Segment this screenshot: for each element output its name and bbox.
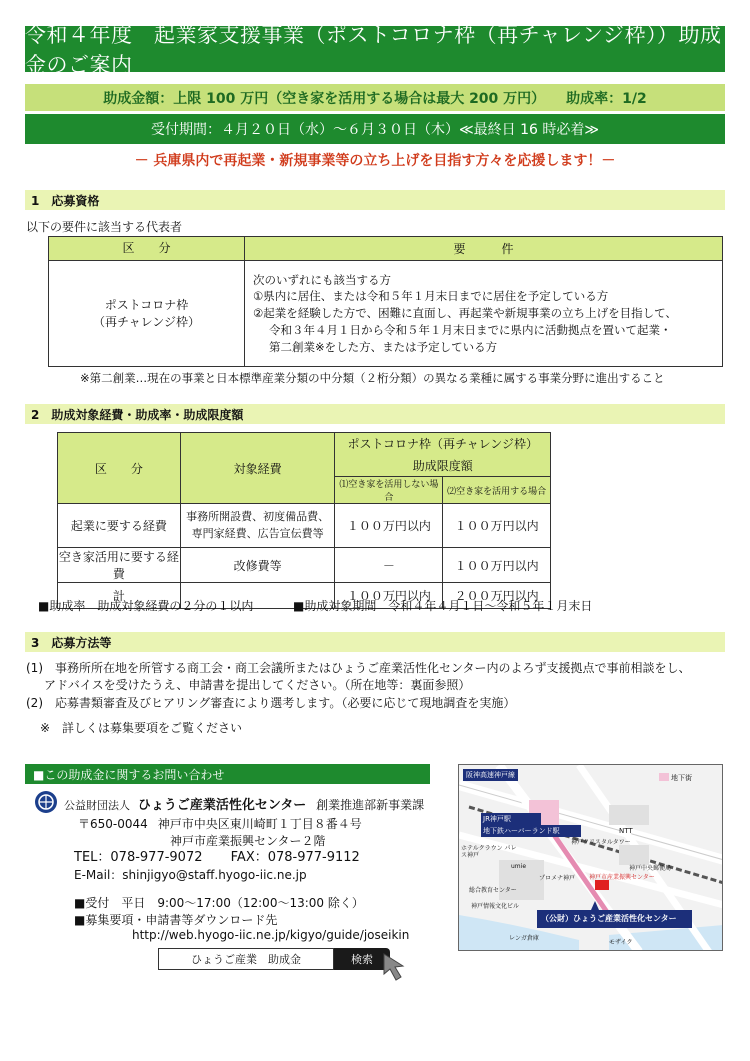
map-label-ntt: NTT bbox=[619, 827, 633, 835]
subsidy-header-group: ポストコロナ枠（再チャレンジ枠） bbox=[335, 433, 551, 455]
section3-heading: 3 応募方法等 bbox=[25, 632, 725, 652]
application-period-bar: 受付期間：４月２０日（水）～６月３０日（木）≪最終日 16 時必着≫ bbox=[25, 114, 725, 144]
page-title: 令和４年度 起業家支援事業（ポストコロナ枠（再チャレンジ枠））助成金のご案内 bbox=[25, 26, 725, 72]
eligibility-category bbox=[49, 261, 245, 367]
subsidy-header-category: 区 分 bbox=[58, 433, 181, 504]
row-no-vacant: １００万円以内 bbox=[335, 583, 443, 609]
subsidy-header-no-vacant: ⑴空き家を活用しない場合 bbox=[335, 477, 443, 504]
map-label-promena: プロメナ神戸 bbox=[539, 875, 576, 882]
expense-line: 専門家経費、広告宣伝費等 bbox=[191, 526, 324, 540]
search-input[interactable]: ひょうご産業 助成金 bbox=[158, 948, 334, 970]
expense-line: 事務所開設費、初度備品費、 bbox=[186, 510, 330, 523]
cursor-arrow bbox=[380, 952, 416, 982]
access-map bbox=[458, 764, 723, 951]
requirement-line: ②起業を経験した方で、困難に直面し、再起業や新規事業の立ち上げを目指して、 bbox=[253, 306, 677, 321]
tel-number: TEL：078-977-9072 bbox=[74, 850, 203, 865]
map-station-jr: JR神戸駅 bbox=[483, 815, 511, 823]
row-no-vacant: － bbox=[335, 548, 443, 583]
map-label-renga: レンガ倉庫 bbox=[509, 935, 539, 942]
category-line1: ポストコロナ枠 bbox=[104, 297, 189, 312]
subsidy-rate-note: ■助成率 助成対象経費の２分の１以内 bbox=[38, 599, 254, 613]
method-item1-cont: アドバイスを受けたうえ、申請書を提出してください。（所在地等：裏面参照） bbox=[44, 678, 471, 693]
grant-amount-bar: 助成金額：上限 100 万円（空き家を活用する場合は最大 200 万円） 助成率：1/2 bbox=[25, 84, 725, 111]
map-label-hotel: ホテルクラウン パレス神戸 bbox=[461, 845, 517, 860]
eligibility-header-requirement: 要 件 bbox=[245, 237, 723, 261]
row-category: 空き家活用に要する経費 bbox=[58, 548, 181, 583]
row-category: 計 bbox=[58, 583, 181, 609]
second-founding-footnote: ※第二創業…現在の事業と日本標準産業分類の中分類（２桁分類）の異なる業種に属する事業分野に進出すること bbox=[80, 371, 665, 385]
org-department: 創業推進部新事業課 bbox=[316, 798, 425, 812]
contact-email[interactable]: E-Mail：shinjigyo@staff.hyogo-iic.ne.jp bbox=[74, 868, 307, 882]
subsidy-header-expense: 対象経費 bbox=[180, 433, 335, 504]
subsidy-header-vacant: ⑵空き家を活用する場合 bbox=[443, 477, 551, 504]
map-sign-label: （公財）ひょうご産業活性化センター bbox=[541, 914, 677, 923]
organization-line bbox=[64, 794, 424, 813]
address-line1: 神戸市中央区東川崎町１丁目８番４号 bbox=[157, 817, 362, 831]
organization-logo bbox=[34, 790, 58, 814]
subsidy-table bbox=[57, 432, 551, 609]
eligibility-table bbox=[48, 236, 723, 367]
download-url[interactable]: http://web.hyogo-iic.ne.jp/kigyo/guide/joseikin bbox=[132, 928, 410, 942]
application-method bbox=[26, 660, 736, 738]
cursor-arrow-icon bbox=[380, 952, 416, 982]
method-item2: (2) 応募書類審査及びヒアリング審査により選考します。（必要に応じて現地調査を実施） bbox=[26, 695, 516, 710]
tagline: － 兵庫県内で再起業・新規事業等の立ち上げを目指す方々を応援します！－ bbox=[134, 153, 616, 169]
organization-logo-icon bbox=[34, 790, 58, 814]
contact-phone bbox=[74, 846, 360, 865]
row-expense: 改修費等 bbox=[180, 548, 335, 583]
org-prefix: 公益財団法人 bbox=[64, 799, 130, 812]
download-heading: ■募集要項・申請書等ダウンロード先 bbox=[74, 913, 278, 927]
requirement-line: 令和３年４月１日から令和５年１月末日までに県内に活動拠点を置いて起業・ bbox=[269, 322, 672, 337]
eligibility-header-category: 区 分 bbox=[49, 237, 245, 261]
map-label-umie: umie bbox=[511, 863, 527, 870]
requirement-line: ①県内に居住、または令和５年１月末日までに居住を予定している方 bbox=[253, 289, 609, 304]
map-label-mosaic: モザイク bbox=[609, 939, 633, 946]
row-category: 起業に要する経費 bbox=[58, 504, 181, 548]
subsidy-header-limit: 助成限度額 bbox=[335, 455, 551, 477]
map-label-crystal: 神戸クリスタルタワー bbox=[571, 839, 631, 846]
method-note: ※ 詳しくは募集要項をご覧ください bbox=[40, 721, 243, 736]
map-label-denki: 総合教育センター bbox=[469, 887, 517, 894]
section2-heading: 2 助成対象経費・助成率・助成限度額 bbox=[25, 404, 725, 424]
requirement-line: 第二創業※をした方、または予定している方 bbox=[269, 339, 498, 354]
row-expense bbox=[180, 504, 335, 548]
contact-address bbox=[78, 816, 362, 850]
row-vacant: １００万円以内 bbox=[443, 504, 551, 548]
row-vacant: １００万円以内 bbox=[443, 548, 551, 583]
fax-number: FAX：078-977-9112 bbox=[230, 850, 360, 865]
map-station-subway: 地下鉄ハーバーランド駅 bbox=[483, 827, 560, 835]
map-label-center: 神戸市産業振興センター bbox=[589, 874, 655, 881]
map-legend: 地下街 bbox=[671, 774, 692, 782]
address-line2: 神戸市産業振興センター２階 bbox=[170, 833, 326, 848]
search-button[interactable]: 検索 bbox=[334, 948, 390, 970]
eligibility-requirements bbox=[245, 261, 723, 367]
category-line2: （再チャレンジ枠） bbox=[92, 314, 201, 329]
subsidy-period-note: ■助成対象期間 令和４年４月１日～令和５年１月末日 bbox=[293, 599, 593, 613]
requirement-line: 次のいずれにも該当する方 bbox=[253, 272, 391, 287]
org-name: ひょうご産業活性化センター bbox=[137, 798, 307, 813]
row-no-vacant: １００万円以内 bbox=[335, 504, 443, 548]
contact-heading: ■この助成金に関するお問い合わせ bbox=[25, 764, 430, 784]
row-vacant: ２００万円以内 bbox=[443, 583, 551, 609]
reception-hours: ■受付 平日 9:00～17:00（12:00～13:00 除く） bbox=[74, 896, 364, 910]
method-item1: (1) 事務所所在地を所管する商工会・商工会議所またはひょうご産業活性化センター内のよろず支援拠点で事前相談をし、 bbox=[26, 661, 691, 675]
postal-code: 〒650-0044 bbox=[78, 817, 148, 831]
section1-heading: 1 応募資格 bbox=[25, 190, 725, 210]
map-road-label: 阪神高速神戸線 bbox=[463, 769, 518, 781]
map-label-chuo: 神戸中央郵便局 bbox=[629, 865, 672, 872]
section1-intro: 以下の要件に該当する代表者 bbox=[26, 220, 183, 234]
map-label-school: 神戸情報文化ビル bbox=[471, 903, 520, 910]
